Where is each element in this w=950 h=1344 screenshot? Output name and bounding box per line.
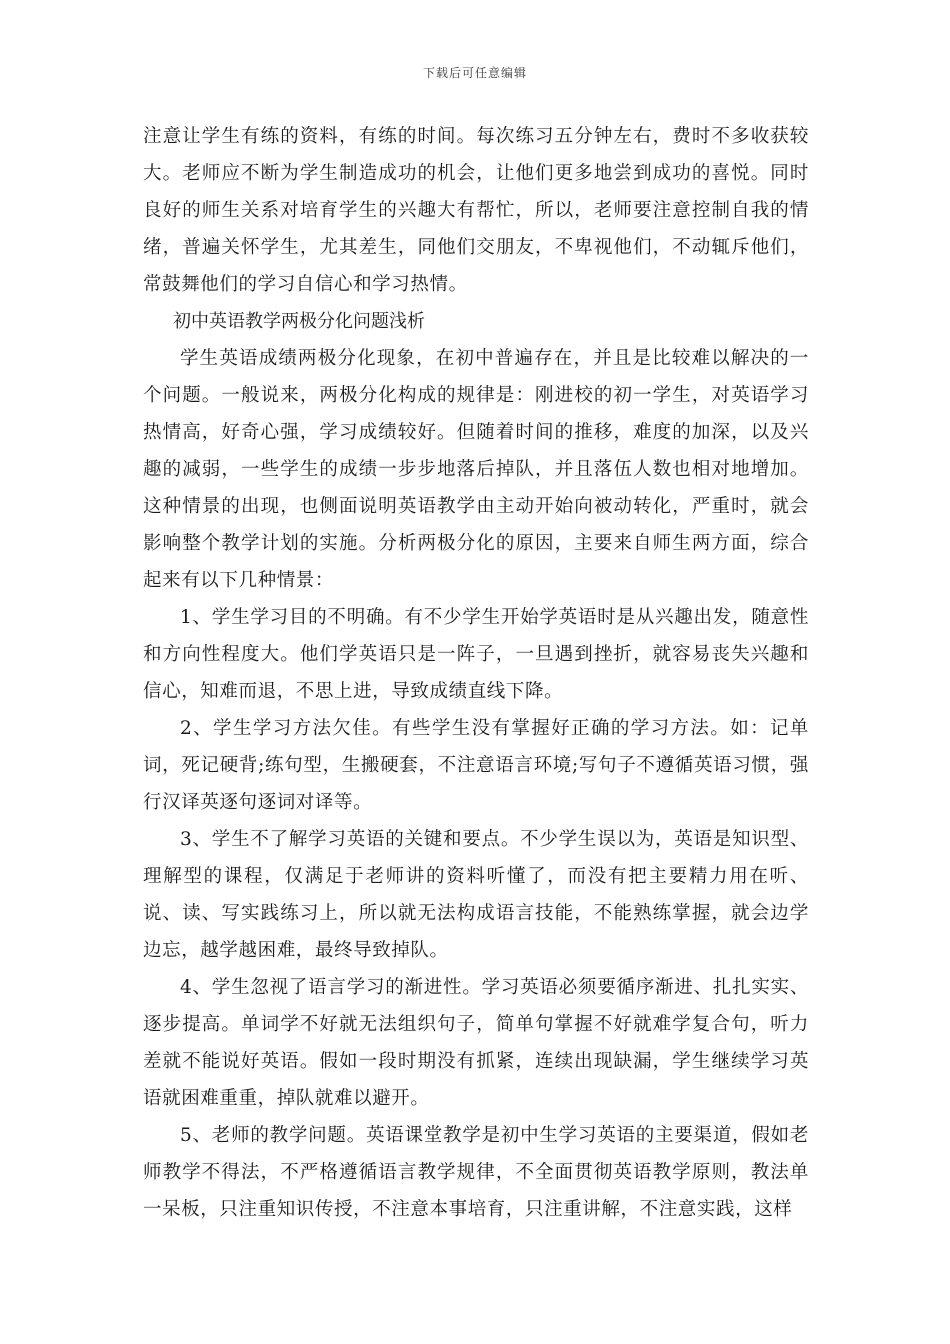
- document-body: [143, 118, 809, 1228]
- paragraph-point-4: 4、学生忽视了语言学习的渐进性。学习英语必须要循序渐进、扎扎实实、逐步提高。单词学不好就无法组织句子，简单句掌握不好就难学复合句，听力差就不能说好英语。假如一段时期没有抓紧，连续出现缺漏，学生继续学习英语就困难重重，掉队就难以避开。: [143, 977, 809, 1109]
- paragraph-intro: 学生英语成绩两极分化现象，在初中普遍存在，并且是比较难以解决的一个问题。一般说来，两极分化构成的规律是：刚进校的初一学生，对英语学习热情高，好奇心强，学习成绩较好。但随着时间的推移，难度的加深，以及兴趣的减弱，一些学生的成绩一步步地落后掉队，并且落伍人数也相对地增加。这种情景的出现，也侧面说明英语教学由主动开始向被动转化，严重时，就会影响整个教学计划的实施。分析两极分化的原因，主要来自师生两方面，综合起来有以下几种情景：: [143, 348, 809, 591]
- paragraph-point-3: 3、学生不了解学习英语的关键和要点。不少学生误以为，英语是知识型、理解型的课程，仅满足于老师讲的资料听懂了，而没有把主要精力用在听、说、读、写实践练习上，所以就无法构成语言技能，不能熟练掌握，就会边学边忘，越学越困难，最终导致掉队。: [143, 829, 809, 961]
- paragraph-continuation: 注意让学生有练的资料，有练的时间。每次练习五分钟左右，费时不多收获较大。老师应不断为学生制造成功的机会，让他们更多地尝到成功的喜悦。同时良好的师生关系对培育学生的兴趣大有帮忙，所以，老师要注意控制自我的情绪，普遍关怀学生，尤其差生，同他们交朋友，不卑视他们，不动辄斥他们，常鼓舞他们的学习自信心和学习热情。: [143, 126, 809, 295]
- paragraph-point-2: 2、学生学习方法欠佳。有些学生没有掌握好正确的学习方法。如：记单词，死记硬背;练句型，生搬硬套，不注意语言环境;写句子不遵循英语习惯，强行汉译英逐句逐词对译等。: [143, 718, 809, 813]
- page-header: 下载后可任意编辑: [422, 66, 527, 80]
- section-title: 初中英语教学两极分化问题浅析: [173, 311, 425, 332]
- paragraph-point-5: 5、老师的教学问题。英语课堂教学是初中生学习英语的主要渠道，假如老师教学不得法，不严格遵循语言教学规律，不全面贯彻英语教学原则，教法单一呆板，只注重知识传授，不注意本事培育，只注重讲解，不注意实践，这样: [143, 1125, 809, 1220]
- paragraph-point-1: 1、学生学习目的不明确。有不少学生开始学英语时是从兴趣出发，随意性和方向性程度大。他们学英语只是一阵子，一旦遇到挫折，就容易丧失兴趣和信心，知难而退，不思上进，导致成绩直线下降。: [143, 607, 809, 702]
